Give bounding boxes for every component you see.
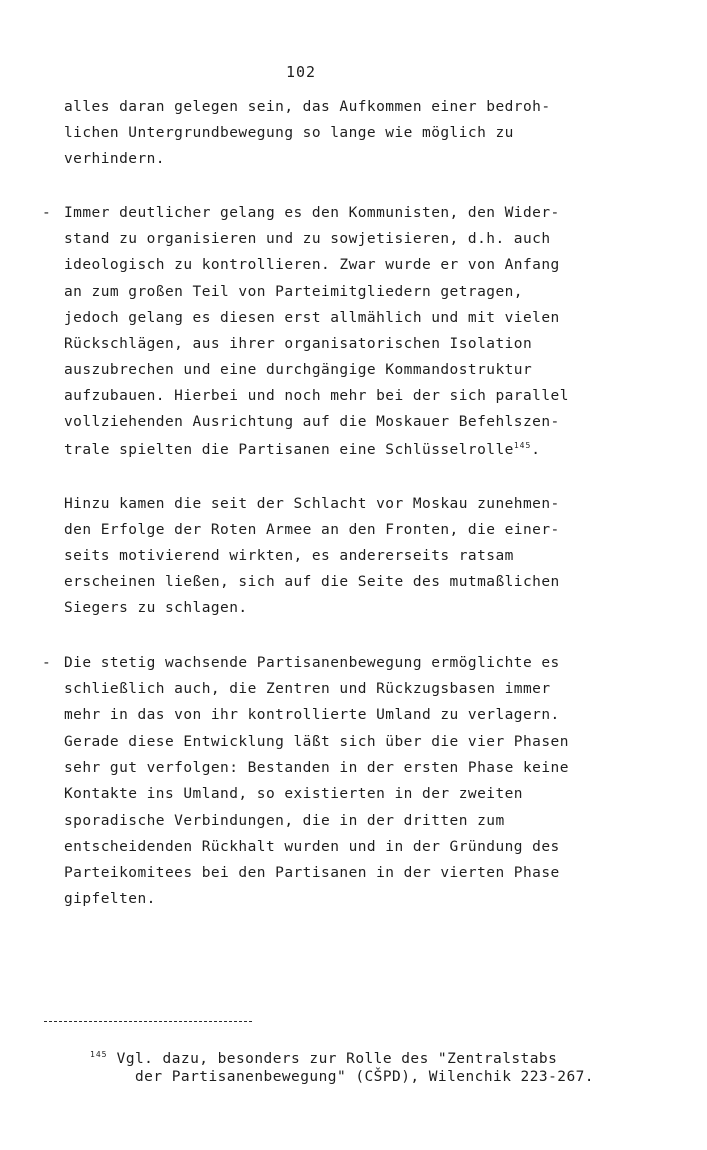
text-line: schließlich auch, die Zentren und Rückzugsbasen immer [64,681,551,697]
footnote-line-1 [90,1051,557,1066]
text-line: mehr in das von ihr kontrollierte Umland zu verlagern. [64,707,560,723]
text-line: jedoch gelang es diesen erst allmählich und mit vielen [64,310,560,326]
text-line: erscheinen ließen, sich auf die Seite des mutmaßlichen [64,574,560,590]
text-line-with-footnote [64,442,540,457]
bullet-dash: - [42,655,52,671]
footnote-number: 145 [90,1050,108,1059]
text-line: Immer deutlicher gelang es den Kommunisten, den Wider- [64,205,560,221]
text-line: auszubrechen und eine durchgängige Kommandostruktur [64,362,533,378]
footnote-separator [44,1021,252,1022]
text-line: Siegers zu schlagen. [64,600,248,616]
footnote-line-2: der Partisanenbewegung" (CŠPD), Wilenchik 223-267. [135,1069,594,1085]
footnote-text: Vgl. dazu, besonders zur Rolle des "Zentralstabs [116,1050,558,1067]
footnote-reference: 145 [513,441,532,450]
text-line: Parteikomitees bei den Partisanen in der vierten Phase [64,865,560,881]
bullet-dash: - [42,205,52,221]
text-line: lichen Untergrundbewegung so lange wie möglich zu [64,125,514,141]
text-line: Gerade diese Entwicklung läßt sich über die vier Phasen [64,734,569,750]
text-line: Kontakte ins Umland, so existierten in der zweiten [64,786,523,802]
text-line: sporadische Verbindungen, die in der dritten zum [64,813,505,829]
text-line: trale spielten die Partisanen eine Schlüsselrolle [64,441,514,458]
page-number: 102 [286,63,317,81]
text-line: Hinzu kamen die seit der Schlacht vor Moskau zunehmen- [64,496,560,512]
text-line: aufzubauen. Hierbei und noch mehr bei der sich parallel [64,388,569,404]
text-line: Rückschlägen, aus ihrer organisatorischen Isolation [64,336,533,352]
text-line: Die stetig wachsende Partisanenbewegung ermöglichte es [64,655,560,671]
text-line: sehr gut verfolgen: Bestanden in der ersten Phase keine [64,760,569,776]
line-end-punctuation: . [531,441,541,458]
text-line: den Erfolge der Roten Armee an den Fronten, die einer- [64,522,560,538]
text-line: gipfelten. [64,891,156,907]
text-line: vollziehenden Ausrichtung auf die Moskauer Befehlszen- [64,414,560,430]
text-line: entscheidenden Rückhalt wurden und in der Gründung des [64,839,560,855]
text-line: alles daran gelegen sein, das Aufkommen einer bedroh- [64,99,551,115]
text-line: ideologisch zu kontrollieren. Zwar wurde er von Anfang [64,257,560,273]
text-line: verhindern. [64,151,165,167]
text-line: seits motivierend wirkten, es andererseits ratsam [64,548,514,564]
text-line: an zum großen Teil von Parteimitgliedern getragen, [64,284,523,300]
text-line: stand zu organisieren und zu sowjetisieren, d.h. auch [64,231,551,247]
